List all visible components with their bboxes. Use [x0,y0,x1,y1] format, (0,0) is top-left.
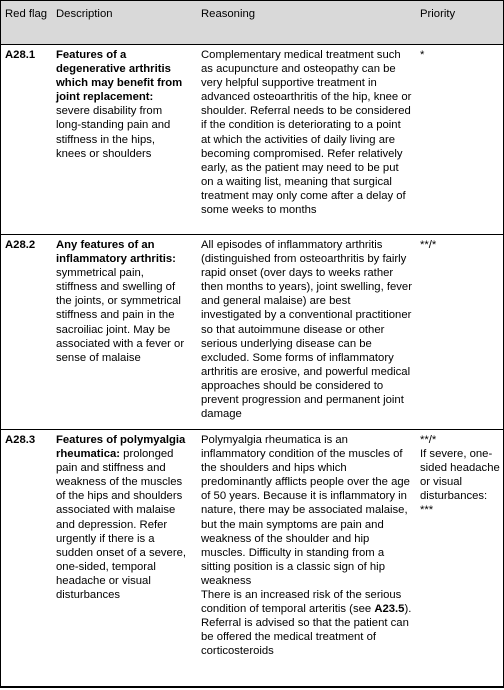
table-row [1,235,504,430]
red-flag-code: A28.1 [1,45,53,235]
description-cell [52,235,191,430]
priority-cell [416,45,504,235]
description-cell [52,430,191,688]
priority-cell [416,430,504,688]
header-description: Description [52,1,191,45]
reasoning-text: ). Referral is advised so that the patient can be offered the medical treatment of corticosteroids [201,603,412,658]
description-text: prolonged pain and stiffness and weakness of the muscles of the hips and shoulders associated with malaise and depression. Refer urgently if there is a sudden onset of a severe, one-sided, temporal headache or visual disturbances [56,448,187,602]
header-red-flag: Red flag [1,1,53,45]
table-header-row [1,1,504,45]
priority-value: * [420,49,425,61]
description-text: symmetrical pain, stiffness and swelling of the joints, or symmetrical stiffness and pain in the sacroiliac joint. May be associated with a fever or sense of malaise [56,267,185,364]
description-text: severe disability from long-standing pain and stiffness in the hips, knees or shoulders [56,105,171,160]
reasoning-cell: All episodes of inflammatory arthritis (distinguished from osteoarthritis by fairly rapid onset (over days to weeks rather then months to years), joint swelling, fever and general malaise) are best investigated by a conventional practitioner so that autoimmune disease or other serious underlying disease can be excluded. Some forms of inflammatory arthritis are erosive, and powerful medical approaches should be considered to prevent progression and permanent joint damage [191,235,416,430]
priority-note: If severe, one-sided headache or visual disturbances: [420,448,500,503]
header-reasoning: Reasoning [191,1,416,45]
table-row [1,45,504,235]
description-heading: Any features of an inflammatory arthritis: [56,239,176,266]
priority-value: **/* [420,434,437,446]
reasoning-paragraph: Polymyalgia rheumatica is an inflammatory condition of the muscles of the shoulders and hips which predominantly afflicts people over the age of 50 years. Because it is inflammatory in nature, there may be associated malaise, but the main symptoms are pain and weakness of the shoulder and hip muscles. Difficulty in standing from a sitting position is a classic sign of hip weakness [201,434,410,587]
reasoning-cell: Complementary medical treatment such as acupuncture and osteopathy can be very helpful supportive treatment in advanced osteoarthritis of the hip, knee or shoulder. Referral needs to be considered if the condition is deteriorating to a point at which the activities of daily living are becoming compromised. Refer relatively early, as the patient may need to be put on a waiting list, meaning that surgical treatment may only come after a delay of some weeks to months [191,45,416,235]
red-flag-code: A28.2 [1,235,53,430]
description-cell [52,45,191,235]
description-heading: Features of a degenerative arthritis which may benefit from joint replacement: [56,49,183,104]
description-heading: Features of polymyalgia rheumatica: [56,434,186,461]
reasoning-text: There is an increased risk of the serious condition of temporal arteritis (see [201,589,402,616]
reasoning-paragraph [201,588,413,658]
reasoning-cell [191,430,416,688]
cross-reference-link[interactable]: A23.5 [374,603,405,616]
table-row [1,430,504,688]
red-flag-code: A28.3 [1,430,53,688]
header-priority: Priority [416,1,504,45]
priority-value: **/* [420,239,437,251]
priority-cell [416,235,504,430]
priority-note-value: *** [420,504,434,517]
